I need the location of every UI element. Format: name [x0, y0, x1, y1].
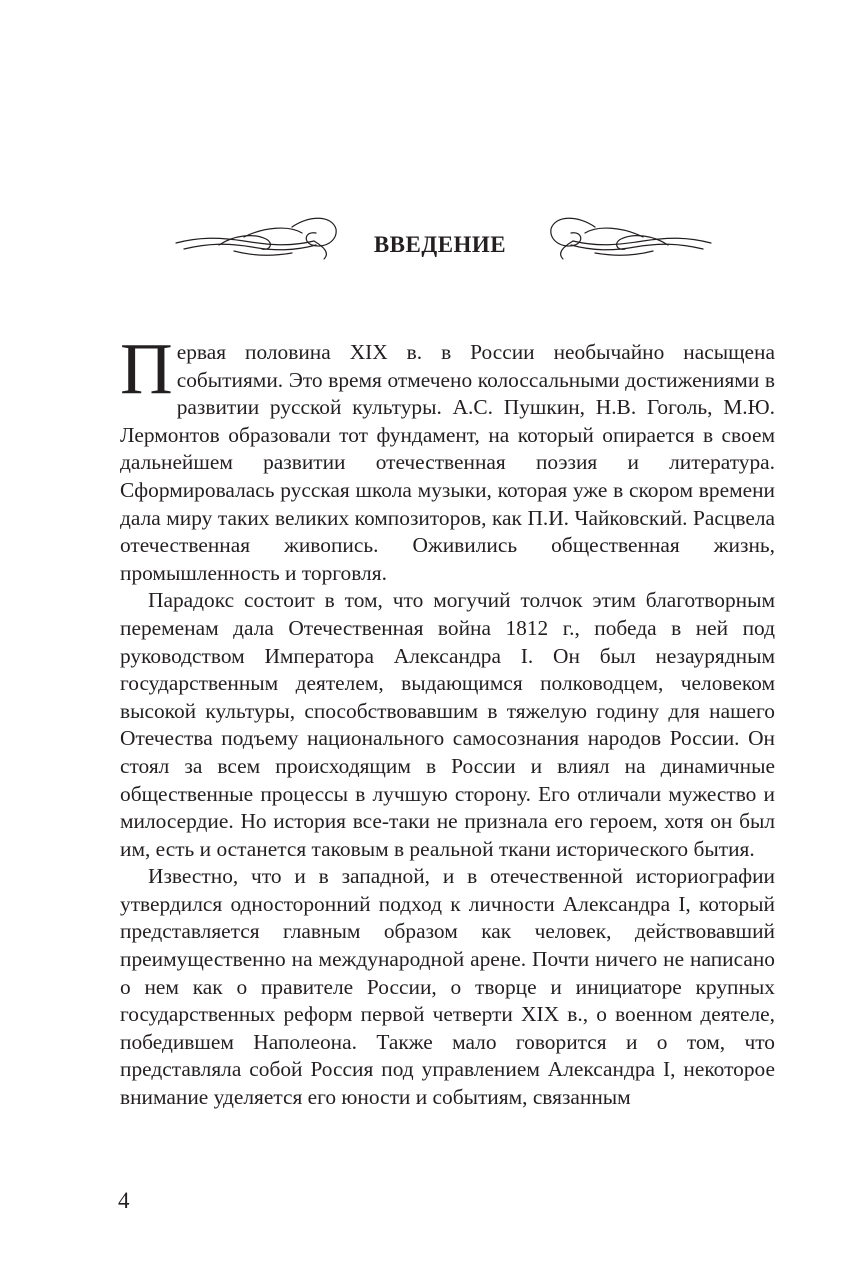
paragraph-3: Известно, что и в западной, и в отечественной историографии утвердился односторонний подход к личности Александра I, который представляется главным образом как человек, действовавший преимущественно на международной арене. Почти ничего не написано о нем как о правителе России, о творце и инициаторе крупных государственных реформ первой четверти XIX в., о военном деятеле, победившем Наполеона. Также мало говорится и о том, что представляла собой Россия под управлением Александра I, некоторое внимание уделяется его юности и событиям, связанным: [120, 864, 775, 1110]
page-title: ВВЕДЕНИЕ: [373, 232, 507, 257]
page-number: 4: [118, 1188, 130, 1213]
body-text: [120, 328, 775, 1112]
right-flourish-icon: [548, 205, 713, 267]
paragraph-2: Парадокс состоит в том, что могучий толчок этим благотворным переменам дала Отечественная война 1812 г., победа в ней под руководством Императора Александра I. Он был незаурядным государственным деятелем, выдающимся полководцем, человеком высокой культуры, способствовавшим в тяжелую годину для нашего Отечества подъему национального самосознания народов России. Он стоял за всем происходящим в России и влиял на динамичные общественные процессы в лучшую сторону. Его отличали мужество и милосердие. Но история все-таки не признала его героем, хотя он был им, есть и останется таковым в реальной ткани исторического бытия.: [120, 588, 775, 861]
paragraph-1-text: ервая половина XIX в. в России необычайно насыщена событиями. Это время отмечено колоссальными достижениями в развитии русской культуры. А.С. Пушкин, Н.В. Гоголь, М.Ю. Лермонтов образовали тот фундамент, на который опирается в своем дальнейшем развитии отечественная поэзия и литература. Сформировалась русская школа музыки, которая уже в скором времени дала миру таких великих композиторов, как П.И. Чайковский. Расцвела отечественная живопись. Оживились общественная жизнь, промышленность и торговля.: [120, 340, 775, 585]
paragraph-1: [120, 328, 775, 587]
drop-cap: П: [120, 328, 173, 409]
left-flourish-icon: [174, 205, 339, 267]
